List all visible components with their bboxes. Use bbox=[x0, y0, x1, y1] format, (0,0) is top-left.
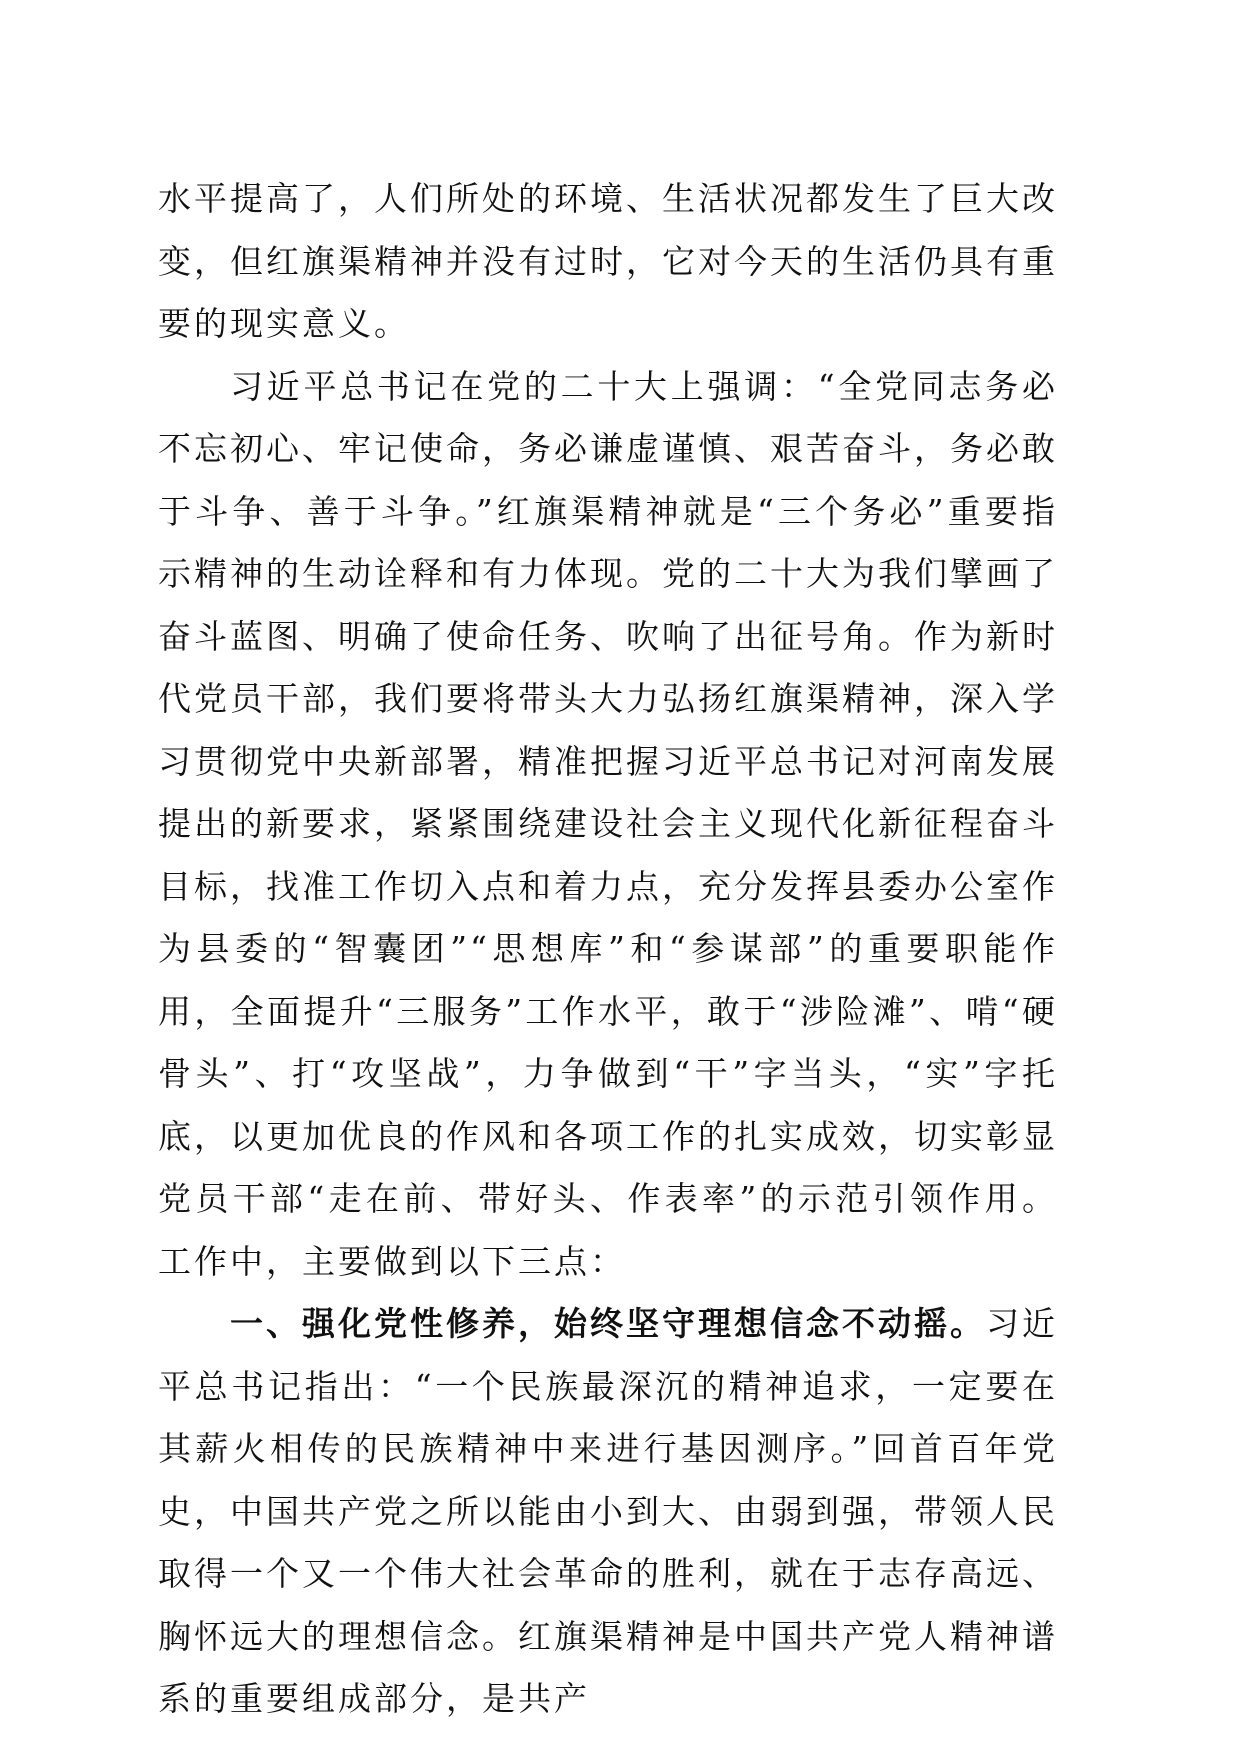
paragraph-text: 水平提高了，人们所处的环境、生活状况都发生了巨大改变，但红旗渠精神并没有过时，它对今天的生活仍具有重要的现实意义。 bbox=[158, 179, 1058, 343]
paragraph-3 bbox=[158, 1293, 1058, 1731]
paragraph-2 bbox=[158, 356, 1058, 1294]
paragraph-text: 习近平总书记在党的二十大上强调：“全党同志务必不忘初心、牢记使命，务必谦虚谨慎、艰苦奋斗，务必敢于斗争、善于斗争。”红旗渠精神就是“三个务必”重要指示精神的生动诠释和有力体现。党的二十大为我们擘画了奋斗蓝图、明确了使命任务、吹响了出征号角。作为新时代党员干部，我们要将带头大力弘扬红旗渠精神，深入学习贯彻党中央新部署，精准把握习近平总书记对河南发展提出的新要求，紧紧围绕建设社会主义现代化新征程奋斗目标，找准工作切入点和着力点，充分发挥县委办公室作为县委的“智囊团”“思想库”和“参谋部”的重要职能作用，全面提升“三服务”工作水平，敢于“涉险滩”、啃“硬骨头”、打“攻坚战”，力争做到“干”字当头，“实”字托底，以更加优良的作风和各项工作的扎实成效，切实彰显党员干部“走在前、带好头、作表率”的示范引领作用。工作中，主要做到以下三点： bbox=[158, 366, 1058, 1281]
section-heading: 一、强化党性修养，始终坚守理想信念不动摇。 bbox=[230, 1304, 986, 1343]
paragraph-1 bbox=[158, 168, 1058, 356]
document-body bbox=[158, 168, 1058, 1731]
paragraph-text: 习近平总书记指出：“一个民族最深沉的精神追求，一定要在其薪火相传的民族精神中来进行基因测序。”回首百年党史，中国共产党之所以能由小到大、由弱到强，带领人民取得一个又一个伟大社会革命的胜利，就在于志存高远、胸怀远大的理想信念。红旗渠精神是中国共产党人精神谱系的重要组成部分，是共产 bbox=[158, 1304, 1058, 1718]
